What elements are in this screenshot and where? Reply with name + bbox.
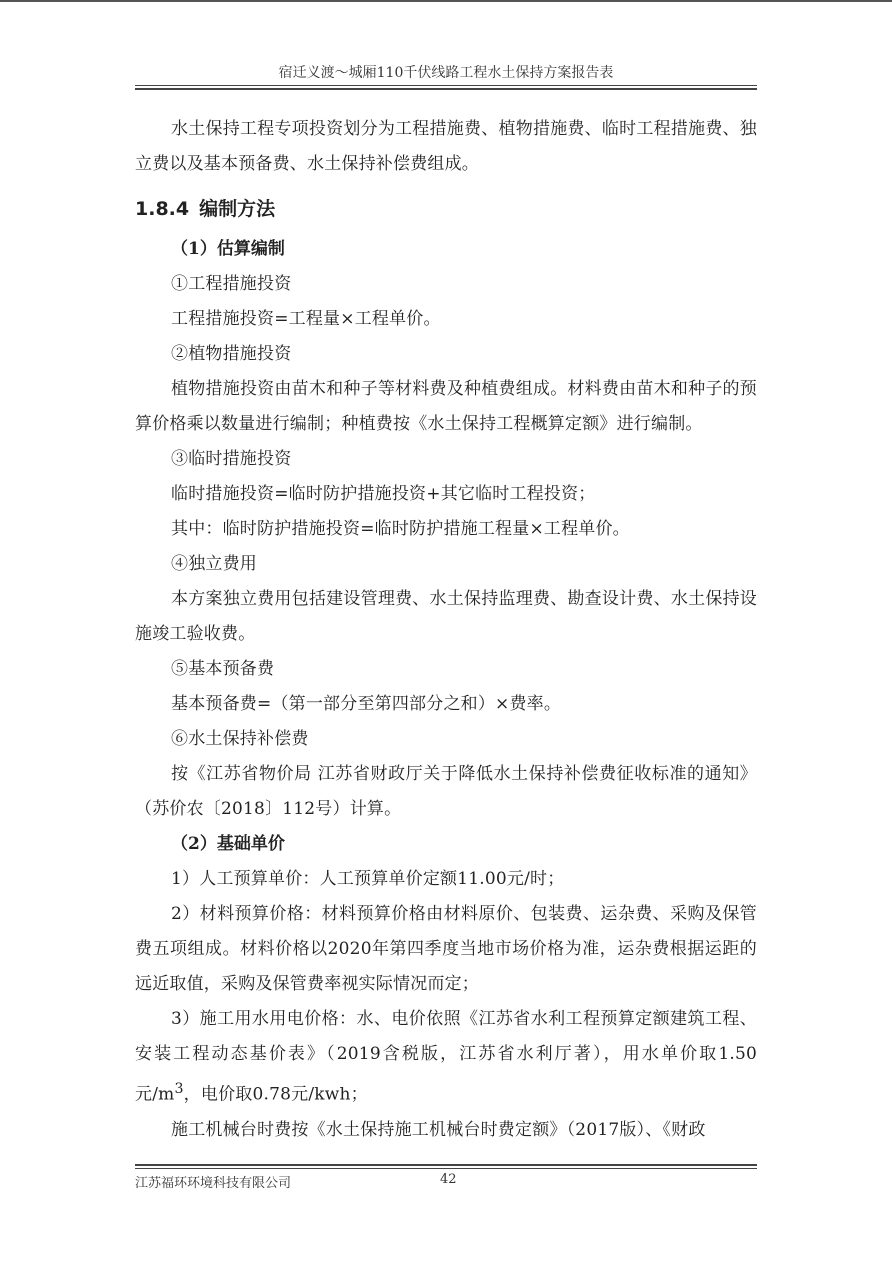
footer-rule bbox=[135, 1168, 757, 1169]
item-heading: ⑤基本预备费 bbox=[171, 659, 275, 679]
item-text: 本方案独立费用包括建设管理费、水土保持监理费、勘查设计费、水土保持设施竣工验收费。 bbox=[135, 589, 757, 644]
base-price-item: 1）人工预算单价：人工预算单价定额11.00元/时； bbox=[171, 869, 565, 889]
item-text: 基本预备费=（第一部分至第四部分之和）×费率。 bbox=[171, 694, 562, 714]
item-text: 植物措施投资由苗木和种子等材料费及种植费组成。材料费由苗木和种子的预算价格乘以数量进行编制；种植费按《水土保持工程概算定额》进行编制。 bbox=[135, 379, 757, 434]
section-heading bbox=[135, 186, 757, 232]
item-text: 临时措施投资=临时防护措施投资+其它临时工程投资； bbox=[171, 484, 596, 504]
header-rule-thick bbox=[135, 88, 757, 90]
footer-company: 江苏福环环境科技有限公司 bbox=[135, 1176, 292, 1191]
intro-paragraph: 水土保持工程专项投资划分为工程措施费、植物措施费、临时工程措施费、独立费以及基本预备费、水土保持补偿费组成。 bbox=[135, 119, 757, 174]
machine-cost-paragraph: 施工机械台时费按《水土保持施工机械台时费定额》（2017版）、《财政 bbox=[171, 1119, 706, 1140]
base-price-item: 2）材料预算价格：材料预算价格由材料原价、包装费、运杂费、采购及保管费五项组成。材料价格以2020年第四季度当地市场价格为准，运杂费根据运距的远近取值，采购及保管费率视实际情况而定； bbox=[135, 904, 757, 994]
item-heading: ④独立费用 bbox=[171, 554, 257, 574]
item3-text-end: ，电价取0.78元/kwh； bbox=[183, 1084, 368, 1105]
top-edge-line bbox=[0, 0, 892, 2]
subsection-heading-base-price: （2）基础单价 bbox=[171, 834, 285, 854]
section-title: 编制方法 bbox=[199, 198, 276, 220]
footer-rule-thick bbox=[135, 1164, 757, 1166]
header-rule bbox=[135, 85, 757, 86]
subsection-heading-estimate: （1）估算编制 bbox=[171, 239, 285, 259]
page-number: 42 bbox=[440, 1172, 457, 1187]
item-heading: ①工程措施投资 bbox=[171, 274, 292, 294]
base-price-item bbox=[135, 1002, 757, 1113]
page-header: 宿迁义渡～城厢110千伏线路工程水土保持方案报告表 bbox=[278, 65, 614, 81]
item3-text: 3）施工用水用电价格：水、电价依照《江苏省水利工程预算定额建筑工程、安装工程动态基价表》（2019含税版，江苏省水利厅著），用水单价取1.50元/m bbox=[135, 1009, 757, 1105]
item3-superscript: 3 bbox=[174, 1081, 184, 1097]
item-heading: ③临时措施投资 bbox=[171, 449, 292, 469]
item-text: 工程措施投资=工程量×工程单价。 bbox=[171, 309, 441, 329]
item-heading: ⑥水土保持补偿费 bbox=[171, 729, 309, 749]
item-heading: ②植物措施投资 bbox=[171, 344, 292, 364]
section-number: 1.8.4 bbox=[135, 198, 190, 220]
item-text: 按《江苏省物价局 江苏省财政厅关于降低水土保持补偿费征收标准的通知》（苏价农〔2018〕112号）计算。 bbox=[135, 764, 757, 819]
document-body bbox=[135, 112, 757, 1148]
item-text: 其中：临时防护措施投资=临时防护措施工程量×工程单价。 bbox=[171, 519, 630, 539]
